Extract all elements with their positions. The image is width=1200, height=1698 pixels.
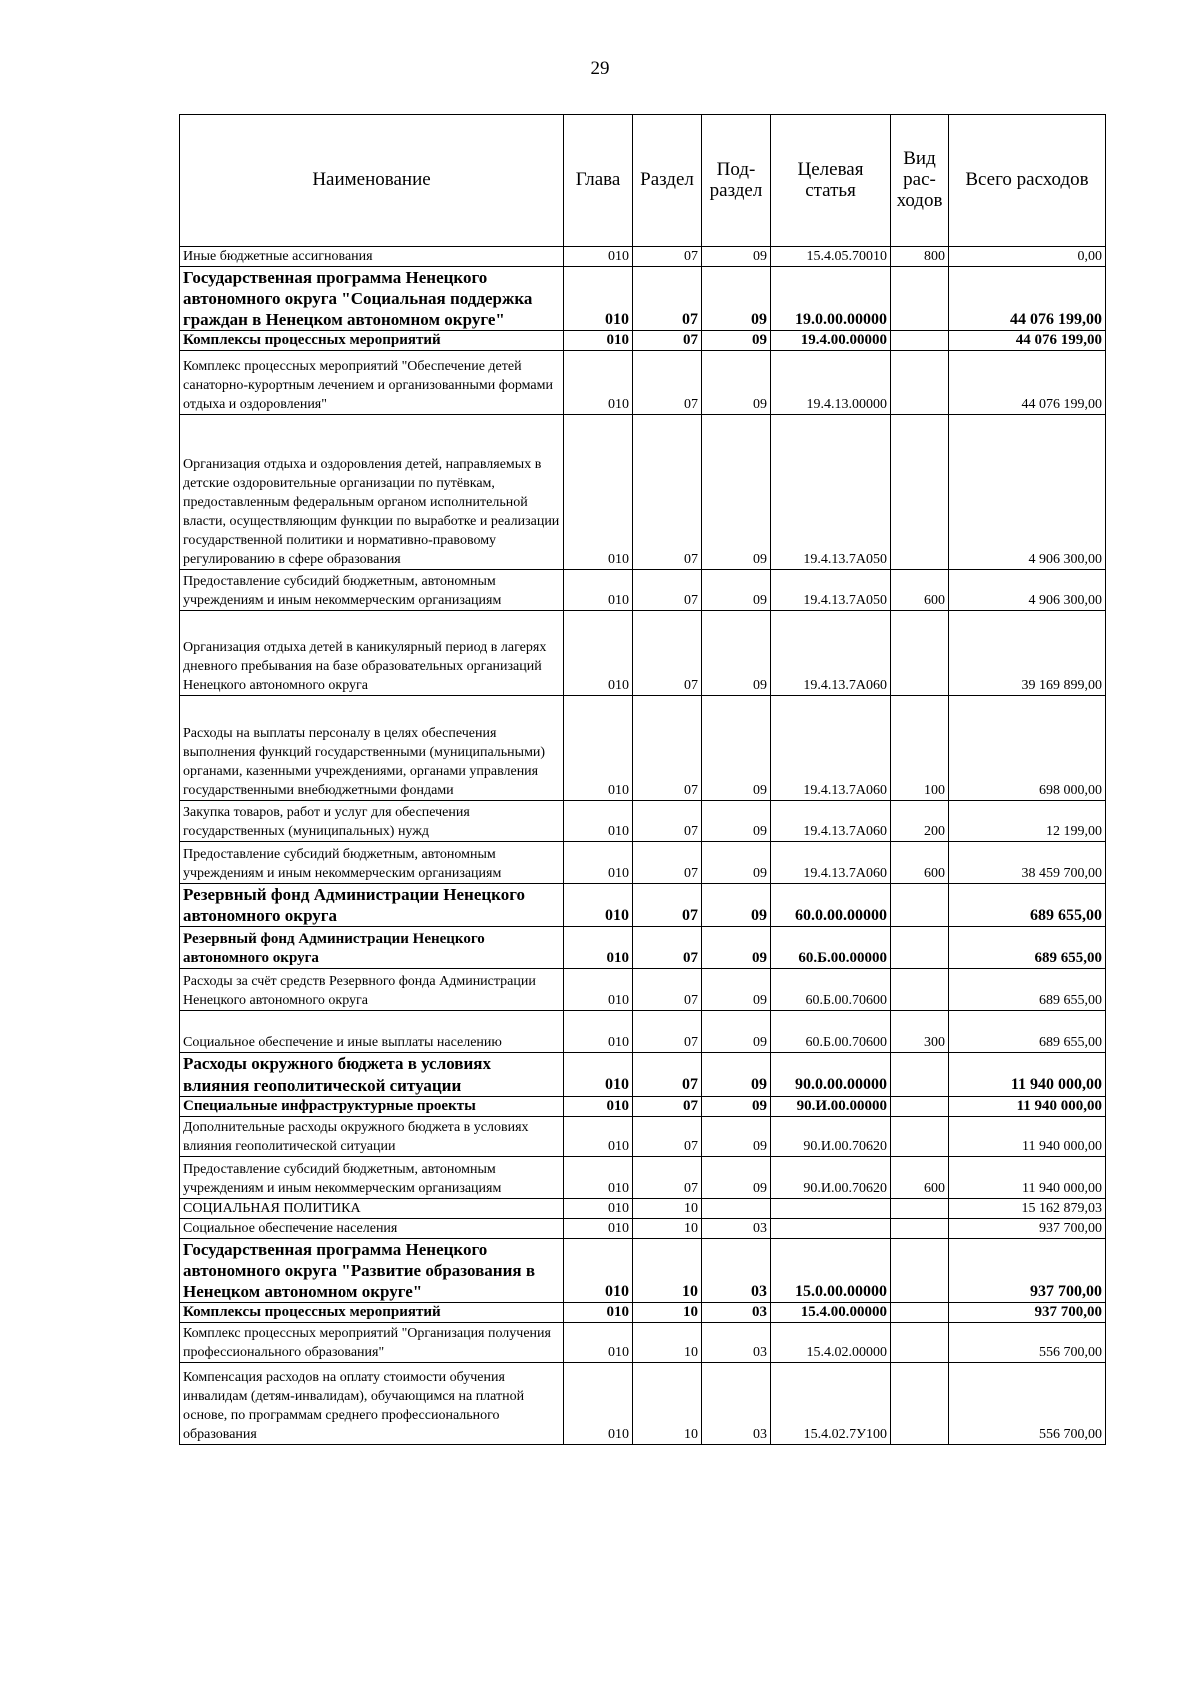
row-expense-type: 800 (891, 247, 949, 267)
row-total: 0,00 (949, 247, 1106, 267)
row-chapter: 010 (564, 884, 633, 927)
row-expense-type: 600 (891, 1156, 949, 1198)
row-total: 11 940 000,00 (949, 1116, 1106, 1156)
row-total: 44 076 199,00 (949, 267, 1106, 331)
row-chapter: 010 (564, 351, 633, 415)
row-section: 10 (633, 1323, 702, 1363)
row-target-article: 19.4.13.7А060 (771, 611, 891, 696)
header-chapter: Глава (564, 115, 633, 247)
row-name: Резервный фонд Администрации Ненецкого автономного округа (180, 927, 564, 969)
row-chapter: 010 (564, 801, 633, 842)
row-section: 07 (633, 1156, 702, 1198)
row-subsection: 09 (702, 884, 771, 927)
table-row (180, 1096, 1106, 1116)
table-header-row (180, 115, 1106, 247)
row-expense-type (891, 1218, 949, 1238)
row-name: Резервный фонд Администрации Ненецкого автономного округа (180, 884, 564, 927)
row-section: 07 (633, 696, 702, 801)
row-chapter: 010 (564, 247, 633, 267)
row-target-article: 19.4.00.00000 (771, 331, 891, 351)
row-name: Государственная программа Ненецкого автономного округа "Социальная поддержка граждан в Ненецком автономном округе" (180, 267, 564, 331)
row-section: 07 (633, 1096, 702, 1116)
row-total: 689 655,00 (949, 1011, 1106, 1053)
row-name: Компенсация расходов на оплату стоимости обучения инвалидам (детям-инвалидам), обучающимся на платной основе, по программам среднего профессионального образования (180, 1363, 564, 1445)
row-target-article: 19.0.00.00000 (771, 267, 891, 331)
row-subsection: 09 (702, 1053, 771, 1096)
table-row (180, 1323, 1106, 1363)
row-chapter: 010 (564, 611, 633, 696)
row-chapter: 010 (564, 1218, 633, 1238)
row-chapter: 010 (564, 1011, 633, 1053)
row-total: 689 655,00 (949, 884, 1106, 927)
row-section: 07 (633, 1011, 702, 1053)
row-target-article: 90.0.00.00000 (771, 1053, 891, 1096)
row-target-article: 19.4.13.7А060 (771, 696, 891, 801)
row-chapter: 010 (564, 1156, 633, 1198)
row-expense-type: 600 (891, 570, 949, 611)
row-subsection: 09 (702, 1011, 771, 1053)
row-expense-type (891, 1323, 949, 1363)
row-section: 07 (633, 570, 702, 611)
row-expense-type: 300 (891, 1011, 949, 1053)
row-subsection: 09 (702, 611, 771, 696)
row-section: 07 (633, 842, 702, 884)
row-expense-type (891, 969, 949, 1011)
table-row (180, 611, 1106, 696)
table-row (180, 1011, 1106, 1053)
row-expense-type (891, 267, 949, 331)
row-target-article: 15.4.02.7У100 (771, 1363, 891, 1445)
row-expense-type: 100 (891, 696, 949, 801)
row-expense-type (891, 415, 949, 570)
row-name: Комплекс процессных мероприятий "Организация получения профессионального образования" (180, 1323, 564, 1363)
page-number: 29 (590, 58, 610, 79)
table-row (180, 1363, 1106, 1445)
row-expense-type (891, 331, 949, 351)
row-chapter: 010 (564, 696, 633, 801)
row-total: 11 940 000,00 (949, 1096, 1106, 1116)
row-target-article: 15.4.05.70010 (771, 247, 891, 267)
row-name: Организация отдыха и оздоровления детей, направляемых в детские оздоровительные организации по путёвкам, предоставленным федеральным органом исполнительной власти, осуществляющим функции по выработке и реализации государственной политики и нормативно-правовому регулированию в сфере образования (180, 415, 564, 570)
row-total: 937 700,00 (949, 1218, 1106, 1238)
row-expense-type (891, 1302, 949, 1322)
row-target-article: 19.4.13.00000 (771, 351, 891, 415)
row-name: Предоставление субсидий бюджетным, автономным учреждениям и иным некоммерческим организациям (180, 570, 564, 611)
row-name: Государственная программа Ненецкого автономного округа "Развитие образования в Ненецком автономном округе" (180, 1238, 564, 1302)
row-name: Иные бюджетные ассигнования (180, 247, 564, 267)
row-subsection: 03 (702, 1238, 771, 1302)
row-chapter: 010 (564, 969, 633, 1011)
row-total: 556 700,00 (949, 1323, 1106, 1363)
row-subsection: 09 (702, 267, 771, 331)
header-subsection: Под-раздел (702, 115, 771, 247)
table-row (180, 415, 1106, 570)
header-section: Раздел (633, 115, 702, 247)
row-chapter: 010 (564, 1238, 633, 1302)
row-section: 07 (633, 1116, 702, 1156)
table-row (180, 331, 1106, 351)
row-total: 689 655,00 (949, 969, 1106, 1011)
table-row (180, 1302, 1106, 1322)
row-target-article: 60.Б.00.70600 (771, 969, 891, 1011)
row-chapter: 010 (564, 570, 633, 611)
row-total: 39 169 899,00 (949, 611, 1106, 696)
row-expense-type (891, 351, 949, 415)
row-section: 07 (633, 331, 702, 351)
row-target-article: 15.0.00.00000 (771, 1238, 891, 1302)
row-section: 10 (633, 1363, 702, 1445)
row-target-article: 90.И.00.70620 (771, 1156, 891, 1198)
table-row (180, 1116, 1106, 1156)
row-section: 10 (633, 1198, 702, 1218)
row-subsection: 09 (702, 415, 771, 570)
table-row (180, 247, 1106, 267)
row-name: Расходы на выплаты персоналу в целях обеспечения выполнения функций государственными (муниципальными) органами, казенными учреждениями, органами управления государственными внебюджетными фондами (180, 696, 564, 801)
table-row (180, 267, 1106, 331)
row-subsection: 09 (702, 1156, 771, 1198)
row-name: Закупка товаров, работ и услуг для обеспечения государственных (муниципальных) нужд (180, 801, 564, 842)
row-section: 07 (633, 351, 702, 415)
row-target-article (771, 1198, 891, 1218)
row-chapter: 010 (564, 1363, 633, 1445)
row-subsection: 09 (702, 1116, 771, 1156)
row-subsection: 03 (702, 1363, 771, 1445)
row-section: 07 (633, 969, 702, 1011)
header-expense-type: Вид рас-ходов (891, 115, 949, 247)
row-target-article: 19.4.13.7А050 (771, 570, 891, 611)
row-name: Предоставление субсидий бюджетным, автономным учреждениям и иным некоммерческим организациям (180, 842, 564, 884)
row-target-article: 19.4.13.7А060 (771, 842, 891, 884)
row-total: 11 940 000,00 (949, 1053, 1106, 1096)
row-subsection: 09 (702, 927, 771, 969)
row-name: Дополнительные расходы окружного бюджета в условиях влияния геополитической ситуации (180, 1116, 564, 1156)
row-section: 07 (633, 611, 702, 696)
row-name: Комплексы процессных мероприятий (180, 331, 564, 351)
row-chapter: 010 (564, 267, 633, 331)
row-name: Комплексы процессных мероприятий (180, 1302, 564, 1322)
row-subsection: 09 (702, 801, 771, 842)
row-target-article: 60.Б.00.00000 (771, 927, 891, 969)
row-subsection: 09 (702, 570, 771, 611)
row-target-article: 60.0.00.00000 (771, 884, 891, 927)
row-expense-type (891, 1053, 949, 1096)
header-total: Всего расходов (949, 115, 1106, 247)
row-chapter: 010 (564, 1302, 633, 1322)
row-name: Расходы окружного бюджета в условиях влияния геополитической ситуации (180, 1053, 564, 1096)
row-expense-type: 200 (891, 801, 949, 842)
row-name: Организация отдыха детей в каникулярный период в лагерях дневного пребывания на базе образовательных организаций Ненецкого автономного округа (180, 611, 564, 696)
row-chapter: 010 (564, 1096, 633, 1116)
row-chapter: 010 (564, 1116, 633, 1156)
row-total: 4 906 300,00 (949, 570, 1106, 611)
header-target-article: Целевая статья (771, 115, 891, 247)
table-row (180, 1198, 1106, 1218)
row-total: 4 906 300,00 (949, 415, 1106, 570)
row-target-article (771, 1218, 891, 1238)
row-expense-type (891, 1238, 949, 1302)
row-subsection (702, 1198, 771, 1218)
row-total: 15 162 879,03 (949, 1198, 1106, 1218)
header-name: Наименование (180, 115, 564, 247)
row-expense-type (891, 884, 949, 927)
row-total: 44 076 199,00 (949, 331, 1106, 351)
row-total: 937 700,00 (949, 1238, 1106, 1302)
row-section: 10 (633, 1302, 702, 1322)
row-target-article: 90.И.00.70620 (771, 1116, 891, 1156)
row-chapter: 010 (564, 1053, 633, 1096)
table-row (180, 801, 1106, 842)
row-name: Предоставление субсидий бюджетным, автономным учреждениям и иным некоммерческим организациям (180, 1156, 564, 1198)
row-subsection: 09 (702, 1096, 771, 1116)
row-name: Специальные инфраструктурные проекты (180, 1096, 564, 1116)
row-expense-type (891, 1096, 949, 1116)
table-row (180, 842, 1106, 884)
row-subsection: 09 (702, 969, 771, 1011)
row-subsection: 03 (702, 1218, 771, 1238)
row-total: 44 076 199,00 (949, 351, 1106, 415)
row-section: 07 (633, 927, 702, 969)
row-subsection: 09 (702, 842, 771, 884)
row-name: Комплекс процессных мероприятий "Обеспечение детей санаторно-курортным лечением и организованными формами отдыха и оздоровления" (180, 351, 564, 415)
row-target-article: 90.И.00.00000 (771, 1096, 891, 1116)
table-row (180, 1238, 1106, 1302)
row-name: Социальное обеспечение и иные выплаты населению (180, 1011, 564, 1053)
row-section: 07 (633, 415, 702, 570)
row-target-article: 15.4.00.00000 (771, 1302, 891, 1322)
row-name: СОЦИАЛЬНАЯ ПОЛИТИКА (180, 1198, 564, 1218)
row-section: 10 (633, 1238, 702, 1302)
table-row (180, 1053, 1106, 1096)
row-expense-type: 600 (891, 842, 949, 884)
table-row (180, 570, 1106, 611)
row-expense-type (891, 1198, 949, 1218)
row-total: 38 459 700,00 (949, 842, 1106, 884)
row-section: 07 (633, 801, 702, 842)
row-target-article: 19.4.13.7А060 (771, 801, 891, 842)
row-subsection: 03 (702, 1323, 771, 1363)
row-subsection: 09 (702, 696, 771, 801)
row-section: 07 (633, 247, 702, 267)
row-chapter: 010 (564, 842, 633, 884)
row-target-article: 19.4.13.7А050 (771, 415, 891, 570)
row-total: 689 655,00 (949, 927, 1106, 969)
row-total: 556 700,00 (949, 1363, 1106, 1445)
row-subsection: 09 (702, 331, 771, 351)
row-total: 937 700,00 (949, 1302, 1106, 1322)
row-chapter: 010 (564, 331, 633, 351)
row-chapter: 010 (564, 415, 633, 570)
row-total: 11 940 000,00 (949, 1156, 1106, 1198)
table-row (180, 1156, 1106, 1198)
row-section: 10 (633, 1218, 702, 1238)
row-expense-type (891, 611, 949, 696)
row-subsection: 03 (702, 1302, 771, 1322)
row-section: 07 (633, 267, 702, 331)
row-name: Социальное обеспечение населения (180, 1218, 564, 1238)
row-name: Расходы за счёт средств Резервного фонда Администрации Ненецкого автономного округа (180, 969, 564, 1011)
row-section: 07 (633, 884, 702, 927)
table-row (180, 927, 1106, 969)
row-expense-type (891, 1116, 949, 1156)
row-chapter: 010 (564, 1323, 633, 1363)
table-row (180, 884, 1106, 927)
budget-table (179, 114, 1106, 1445)
row-chapter: 010 (564, 1198, 633, 1218)
row-subsection: 09 (702, 351, 771, 415)
row-expense-type (891, 927, 949, 969)
table-row (180, 351, 1106, 415)
row-total: 12 199,00 (949, 801, 1106, 842)
table-row (180, 696, 1106, 801)
table-row (180, 969, 1106, 1011)
row-subsection: 09 (702, 247, 771, 267)
row-section: 07 (633, 1053, 702, 1096)
row-total: 698 000,00 (949, 696, 1106, 801)
row-target-article: 60.Б.00.70600 (771, 1011, 891, 1053)
row-target-article: 15.4.02.00000 (771, 1323, 891, 1363)
row-expense-type (891, 1363, 949, 1445)
table-row (180, 1218, 1106, 1238)
row-chapter: 010 (564, 927, 633, 969)
